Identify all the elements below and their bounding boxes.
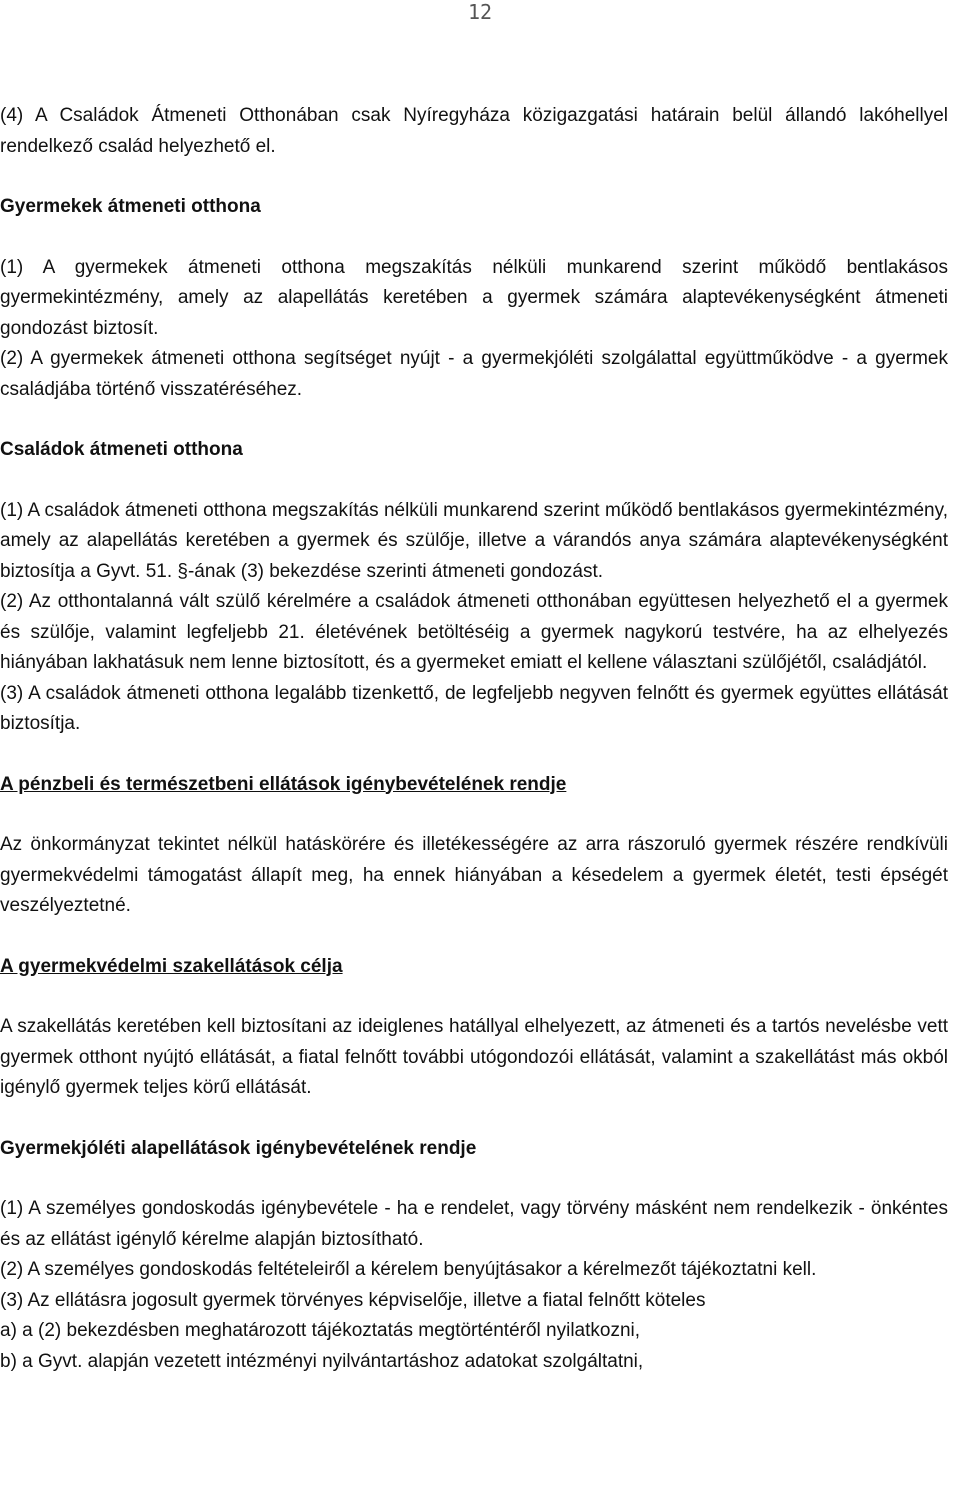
heading-children-temporary-home: Gyermekek átmeneti otthona [0,196,261,217]
heading-families-temporary-home: Családok átmeneti otthona [0,439,243,460]
paragraph-extraordinary-support: Az önkormányzat tekintet nélkül hatáskörére és illetékességére az arra rászoruló gyermek részére rendkívüli gyermekvédelmi támogatást állapít meg, ha ennek hiányában a késedelem a gyermek életét, testi épségét veszélyeztetné. [0,834,948,916]
heading-specialist-care-purpose: A gyermekvédelmi szakellátások célja [0,955,343,977]
paragraph-children-home-1: (1) A gyermekek átmeneti otthona megszakítás nélküli munkarend szerint működő bentlakásos gyermekintézmény, amely az alapellátás keretében a gyermek számára alaptevékenységként átmeneti gondozást biztosít. [0,256,948,339]
paragraph-basic-care-1: (1) A személyes gondoskodás igénybevétele - ha e rendelet, vagy törvény másként nem rendelkezik - önkéntes és az ellátást igénylő kérelme alapján biztosítható. [0,1198,948,1250]
paragraph-families-home-1: (1) A családok átmeneti otthona megszakítás nélküli munkarend szerint működő bentlakásos gyermekintézmény, amely az alapellátás keretében a gyermek és szülője, illetve a várandós anya számára alaptevékenységként biztosítja a Gyvt. 51. §-ának (3) bekezdése szerinti átmeneti gondozást. [0,499,948,582]
paragraph-families-home-3: (3) A családok átmeneti otthona legalább tizenkettő, de legfeljebb negyven felnőtt és gyermek együttes ellátását biztosítja. [0,682,948,734]
heading-benefits-procedure: A pénzbeli és természetbeni ellátások igénybevételének rendje [0,773,567,795]
paragraph-basic-care-3: (3) Az ellátásra jogosult gyermek törvényes képviselője, illetve a fiatal felnőtt köteles [0,1289,706,1311]
paragraph-families-home-2: (2) Az otthontalanná vált szülő kérelmére a családok átmeneti otthonában együttesen helyezhető el a gyermek és szülője, valamint legfeljebb 21. életévének betöltéséig a gyermek nagykorú testvére, ha az elhelyezés hiányában lakhatásuk nem lenne biztosított, és a gyermeket emiatt el kellene választani szülőjétől, családjától. [0,591,948,673]
list-item-a: a) a (2) bekezdésben meghatározott tájékoztatás megtörténtéről nyilatkozni, [0,1320,641,1341]
paragraph-basic-care-2: (2) A személyes gondoskodás feltételeiről a kérelem benyújtásakor a kérelmezőt tájékoztatni kell. [0,1259,817,1280]
list-item-b: b) a Gyvt. alapján vezetett intézményi nyilvántartáshoz adatokat szolgáltatni, [0,1350,644,1372]
document-body [0,101,948,1377]
paragraph-children-home-2: (2) A gyermekek átmeneti otthona segítséget nyújt - a gyermekjóléti szolgálattal együttműködve - a gyermek családjába történő visszatéréséhez. [0,348,948,400]
paragraph-family-home-residency: (4) A Családok Átmeneti Otthonában csak Nyíregyháza közigazgatási határain belül állandó lakóhellyel rendelkező család helyezhető el. [0,105,948,157]
page-number: 12 [467,0,493,24]
heading-basic-care-procedure: Gyermekjóléti alapellátások igénybevételének rendje [0,1137,477,1159]
paragraph-specialist-care: A szakellátás keretében kell biztosítani az ideiglenes hatállyal elhelyezett, az átmeneti és a tartós nevelésbe vett gyermek otthont nyújtó ellátását, a fiatal felnőtt további utógondozói ellátását, valamint a szakellátást más okból igénylő gyermek teljes körű ellátását. [0,1016,948,1098]
